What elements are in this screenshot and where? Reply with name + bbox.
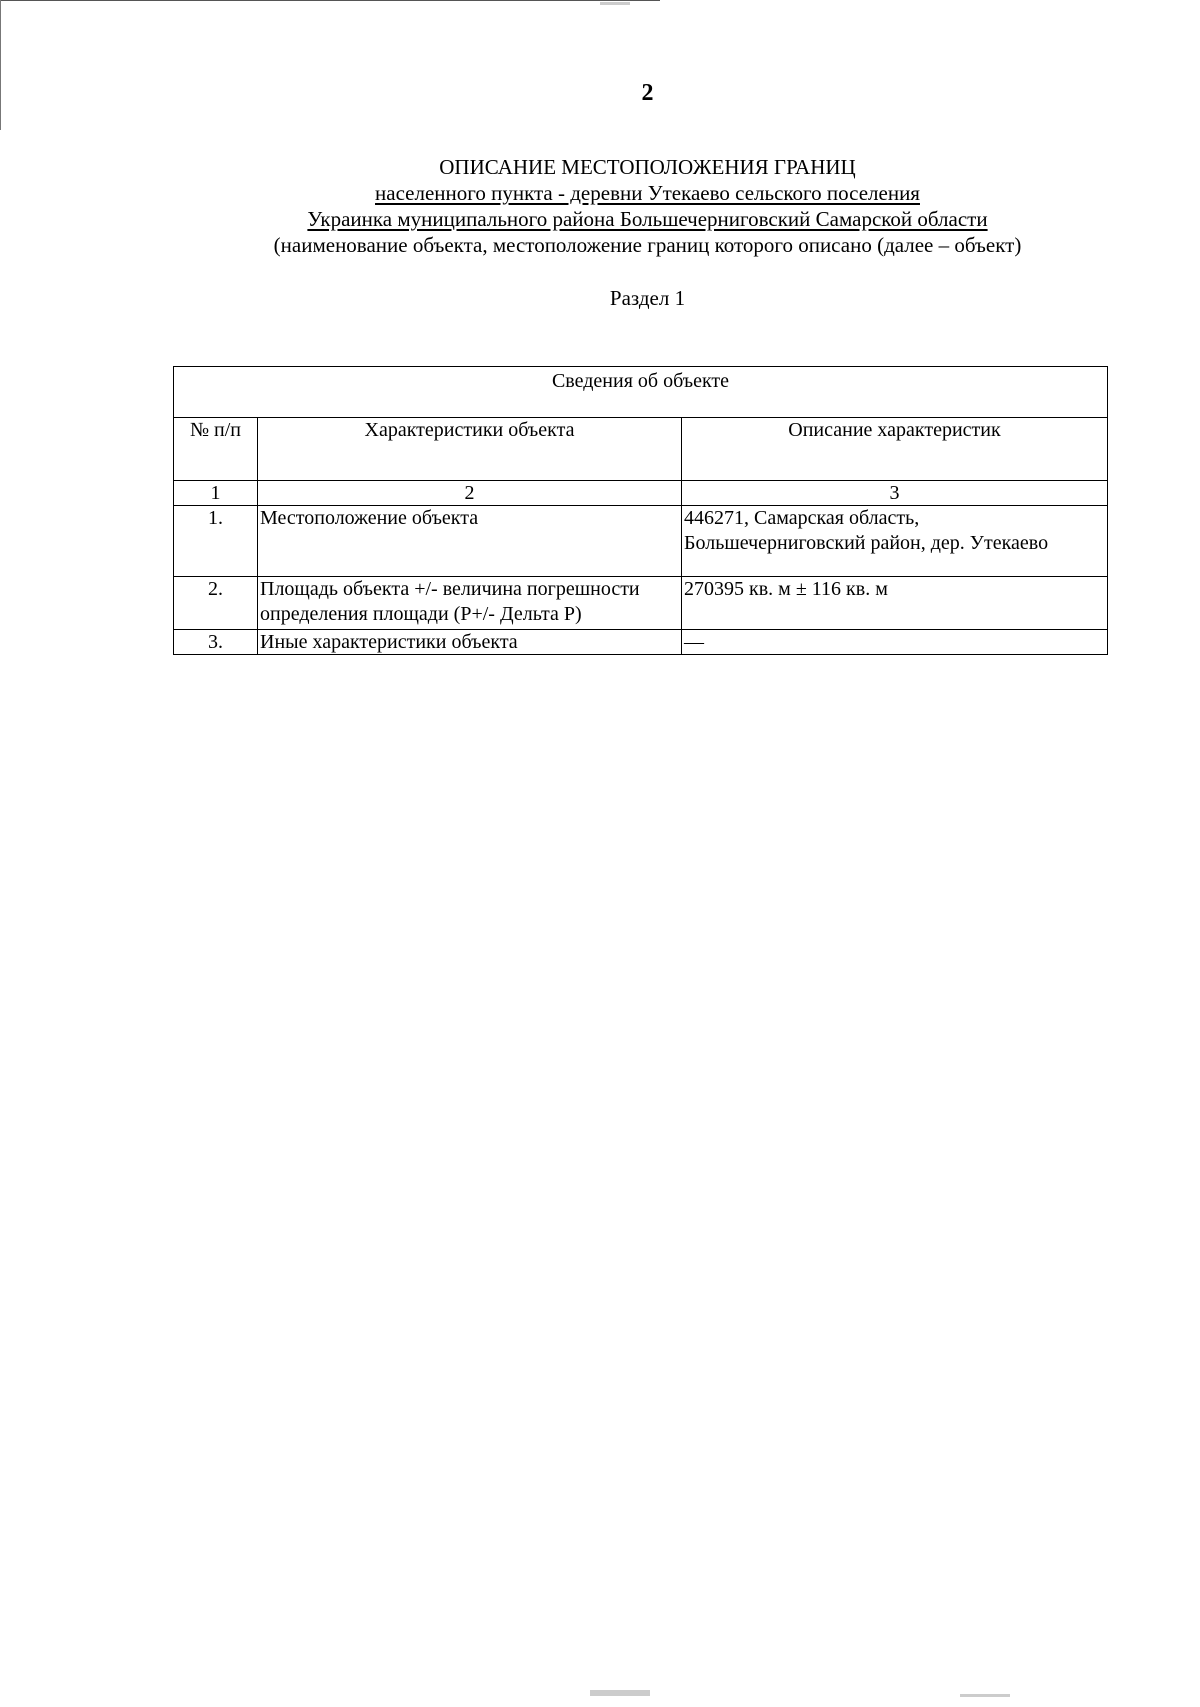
title-location-line [0, 206, 1200, 232]
header-characteristic: Характеристики объекта [258, 418, 682, 481]
object-info-table [173, 366, 1108, 655]
table-caption: Сведения об объекте [174, 367, 1108, 418]
row-description: 270395 кв. м ± 116 кв. м [682, 577, 1108, 630]
header-num: № п/п [174, 418, 258, 481]
table-index-row [174, 481, 1108, 506]
scan-artifact [600, 2, 630, 5]
row-characteristic: Иные характеристики объекта [258, 630, 682, 655]
row-number: 1. [174, 506, 258, 577]
document-title [0, 154, 1200, 258]
index-cell: 3 [682, 481, 1108, 506]
row-description: — [682, 630, 1108, 655]
index-cell: 2 [258, 481, 682, 506]
header-description: Описание характеристик [682, 418, 1108, 481]
table-row [174, 506, 1108, 577]
table-caption-row [174, 367, 1108, 418]
title-heading: ОПИСАНИЕ МЕСТОПОЛОЖЕНИЯ ГРАНИЦ [439, 155, 856, 179]
scan-artifact [960, 1694, 1010, 1697]
row-characteristic: Местоположение объекта [258, 506, 682, 577]
scan-edge-top [0, 0, 660, 1]
row-description: 446271, Самарская область, Большечерниговский район, дер. Утекаево [682, 506, 1108, 577]
row-characteristic: Площадь объекта +/- величина погрешности определения площади (Р+/- Дельта Р) [258, 577, 682, 630]
page-number: 2 [641, 80, 654, 106]
title-settlement: населенного пункта - деревни Утекаево сельского поселения [375, 181, 920, 205]
row-number: 3. [174, 630, 258, 655]
row-number: 2. [174, 577, 258, 630]
index-cell: 1 [174, 481, 258, 506]
title-subject-line [0, 180, 1200, 206]
table-row [174, 630, 1108, 655]
scan-edge-left [0, 0, 1, 130]
title-caption: (наименование объекта, местоположение границ которого описано (далее – объект) [273, 233, 1022, 257]
table-header-row [174, 418, 1108, 481]
scan-artifact [590, 1690, 650, 1696]
section-label: Раздел 1 [609, 286, 686, 310]
title-region: Украинка муниципального района Большечерниговский Самарской области [307, 207, 988, 231]
table-row [174, 577, 1108, 630]
